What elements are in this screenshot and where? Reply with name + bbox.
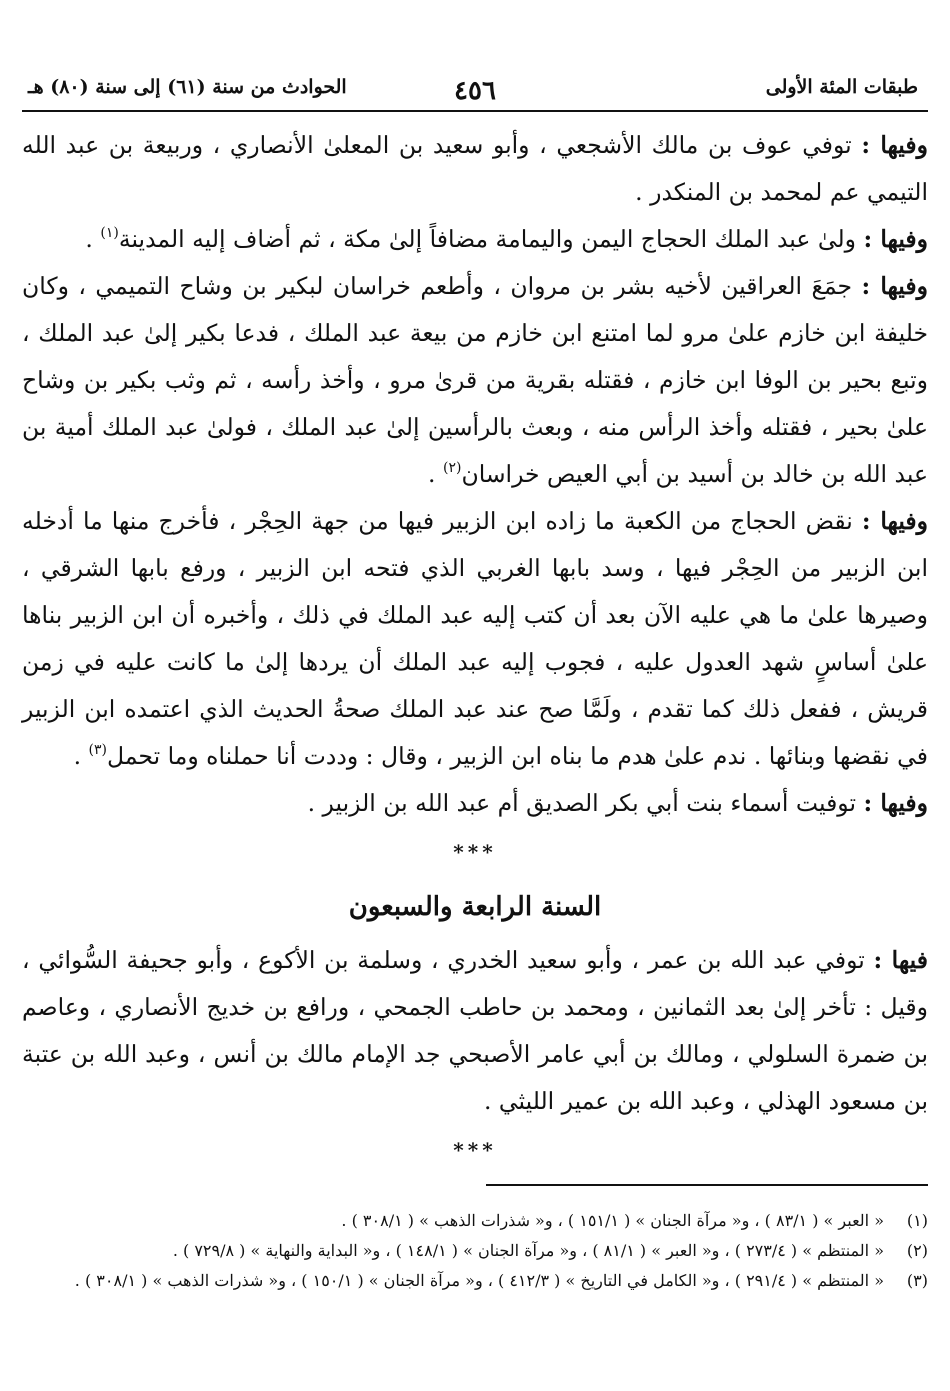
section-separator: *** <box>453 840 497 864</box>
paragraph-lead: وفيها : <box>861 272 928 300</box>
footnote <box>22 1266 928 1296</box>
page-number: ٤٥٦ <box>454 76 496 106</box>
paragraph <box>22 216 928 263</box>
page-header <box>22 70 928 112</box>
paragraph <box>22 498 928 780</box>
footnote-text: « المنتظم » ( ٢٩١/٤ ) ، و« الكامل في التاريخ » ( ٤١٢/٣ ) ، و« مرآة الجنان » ( ١٥٠/١ ) ، و« شذرات الذهب » ( ٣٠٨/١ ) . <box>74 1271 884 1290</box>
paragraph-lead: وفيها : <box>863 225 928 253</box>
section-separator: *** <box>453 1138 497 1162</box>
paragraph-lead: وفيها : <box>863 789 928 817</box>
book-title: طبقات المئة الأولى <box>765 76 918 98</box>
section-range: الحوادث من سنة (٦١) إلى سنة (٨٠) هـ <box>28 76 347 98</box>
paragraph-text: نقض الحجاج من الكعبة ما زاده ابن الزبير فيها من جهة الحِجْر ، فأخرج منها ما أدخله ابن الزبير من الحِجْر فيها ، وسد بابها الغربي الذي فتحه ابن الزبير ، ورفع بابها الشرقي ، وصيرها علىٰ ما هي عليه الآن بعد أن كتب إليه عبد الملك في ذلك ، وأخبره أن ابن الزبير بناها علىٰ أساسٍ شهد العدول عليه ، فجوب إليه عبد الملك أن يردها إلىٰ ما كانت عليه في زمن قريش ، ففعل ذلك كما تقدم ، ولَمَّا صح عند عبد الملك صحةُ الحديث الذي اعتمده ابن الزبير في نقضها وبنائها . ندم علىٰ هدم ما بناه ابن الزبير ، وقال : وددت أنا حملناه وما تحمل <box>22 507 928 770</box>
section-title: السنة الرابعة والسبعون <box>348 892 602 922</box>
paragraph-lead: وفيها : <box>861 131 928 159</box>
paragraph-tail: . <box>428 460 443 488</box>
paragraph-text: جمَعَ العراقين لأخيه بشر بن مروان ، وأطعم خراسان لبكير بن وشاح التميمي ، وكان خليفة ابن خازم علىٰ مرو لما امتنع ابن خازم من بيعة عبد الملك ، فدعا بكير إلىٰ عبد الملك ، وتبع بحير بن الوفا ابن خازم ، فقتله بقرية من قرىٰ مرو ، وأخذ رأسه ، ثم وثب بكير بن وشاح علىٰ بحير ، فقتله وأخذ الرأس منه ، وبعث بالرأسين إلىٰ عبد الملك ، فولىٰ عبد الملك أمية بن عبد الله بن خالد بن أسيد بن أبي العيص خراسان <box>22 272 928 488</box>
paragraph <box>22 263 928 498</box>
footnotes <box>22 1206 928 1296</box>
footnote-text: « المنتظم » ( ٢٧٣/٤ ) ، و« العبر » ( ٨١/١ ) ، و« مرآة الجنان » ( ١٤٨/١ ) ، و« البداية والنهاية » ( ٧٢٩/٨ ) . <box>172 1241 884 1260</box>
paragraph-text: توفي عوف بن مالك الأشجعي ، وأبو سعيد بن المعلىٰ الأنصاري ، وربيعة بن عبد الله التيمي عم لمحمد بن المنكدر . <box>22 131 928 206</box>
footnote <box>22 1236 928 1266</box>
paragraph-lead: وفيها : <box>861 507 928 535</box>
paragraph <box>22 937 928 1125</box>
footnote-ref[interactable]: (٢) <box>442 460 462 476</box>
paragraph-text: توفي عبد الله بن عمر ، وأبو سعيد الخدري ، وسلمة بن الأكوع ، وأبو جحيفة السُّوائي ، وقيل : تأخر إلىٰ بعد الثمانين ، ومحمد بن حاطب الجمحي ، ورافع بن خديج الأنصاري ، وعاصم بن ضمرة السلولي ، ومالك بن أبي عامر الأصبحي جد الإمام مالك بن أنس ، وعبد الله بن عتبة بن مسعود الهذلي ، وعبد الله بن عمير الليثي . <box>22 946 928 1115</box>
footnote <box>22 1206 928 1236</box>
footnote-number: (٣) <box>906 1271 928 1290</box>
paragraph <box>22 122 928 216</box>
footnote-divider <box>486 1184 928 1186</box>
paragraph-tail: . <box>73 742 89 770</box>
paragraph-text: ولىٰ عبد الملك الحجاج اليمن واليمامة مضافاً إلىٰ مكة ، ثم أضاف إليه المدينة <box>118 225 864 253</box>
paragraph-tail: . <box>85 225 101 253</box>
paragraph <box>22 780 928 827</box>
footnote-number: (٢) <box>906 1241 928 1260</box>
footnote-number: (١) <box>906 1211 928 1230</box>
paragraph-text: توفيت أسماء بنت أبي بكر الصديق أم عبد الله بن الزبير . <box>307 789 864 817</box>
footnote-ref[interactable]: (٣) <box>88 742 108 758</box>
paragraph-lead: فيها : <box>873 946 928 974</box>
footnote-ref[interactable]: (١) <box>100 225 119 241</box>
footnote-text: « العبر » ( ٨٣/١ ) ، و« مرآة الجنان » ( ١٥١/١ ) ، و« شذرات الذهب » ( ٣٠٨/١ ) . <box>341 1211 884 1230</box>
main-text <box>22 122 928 1175</box>
